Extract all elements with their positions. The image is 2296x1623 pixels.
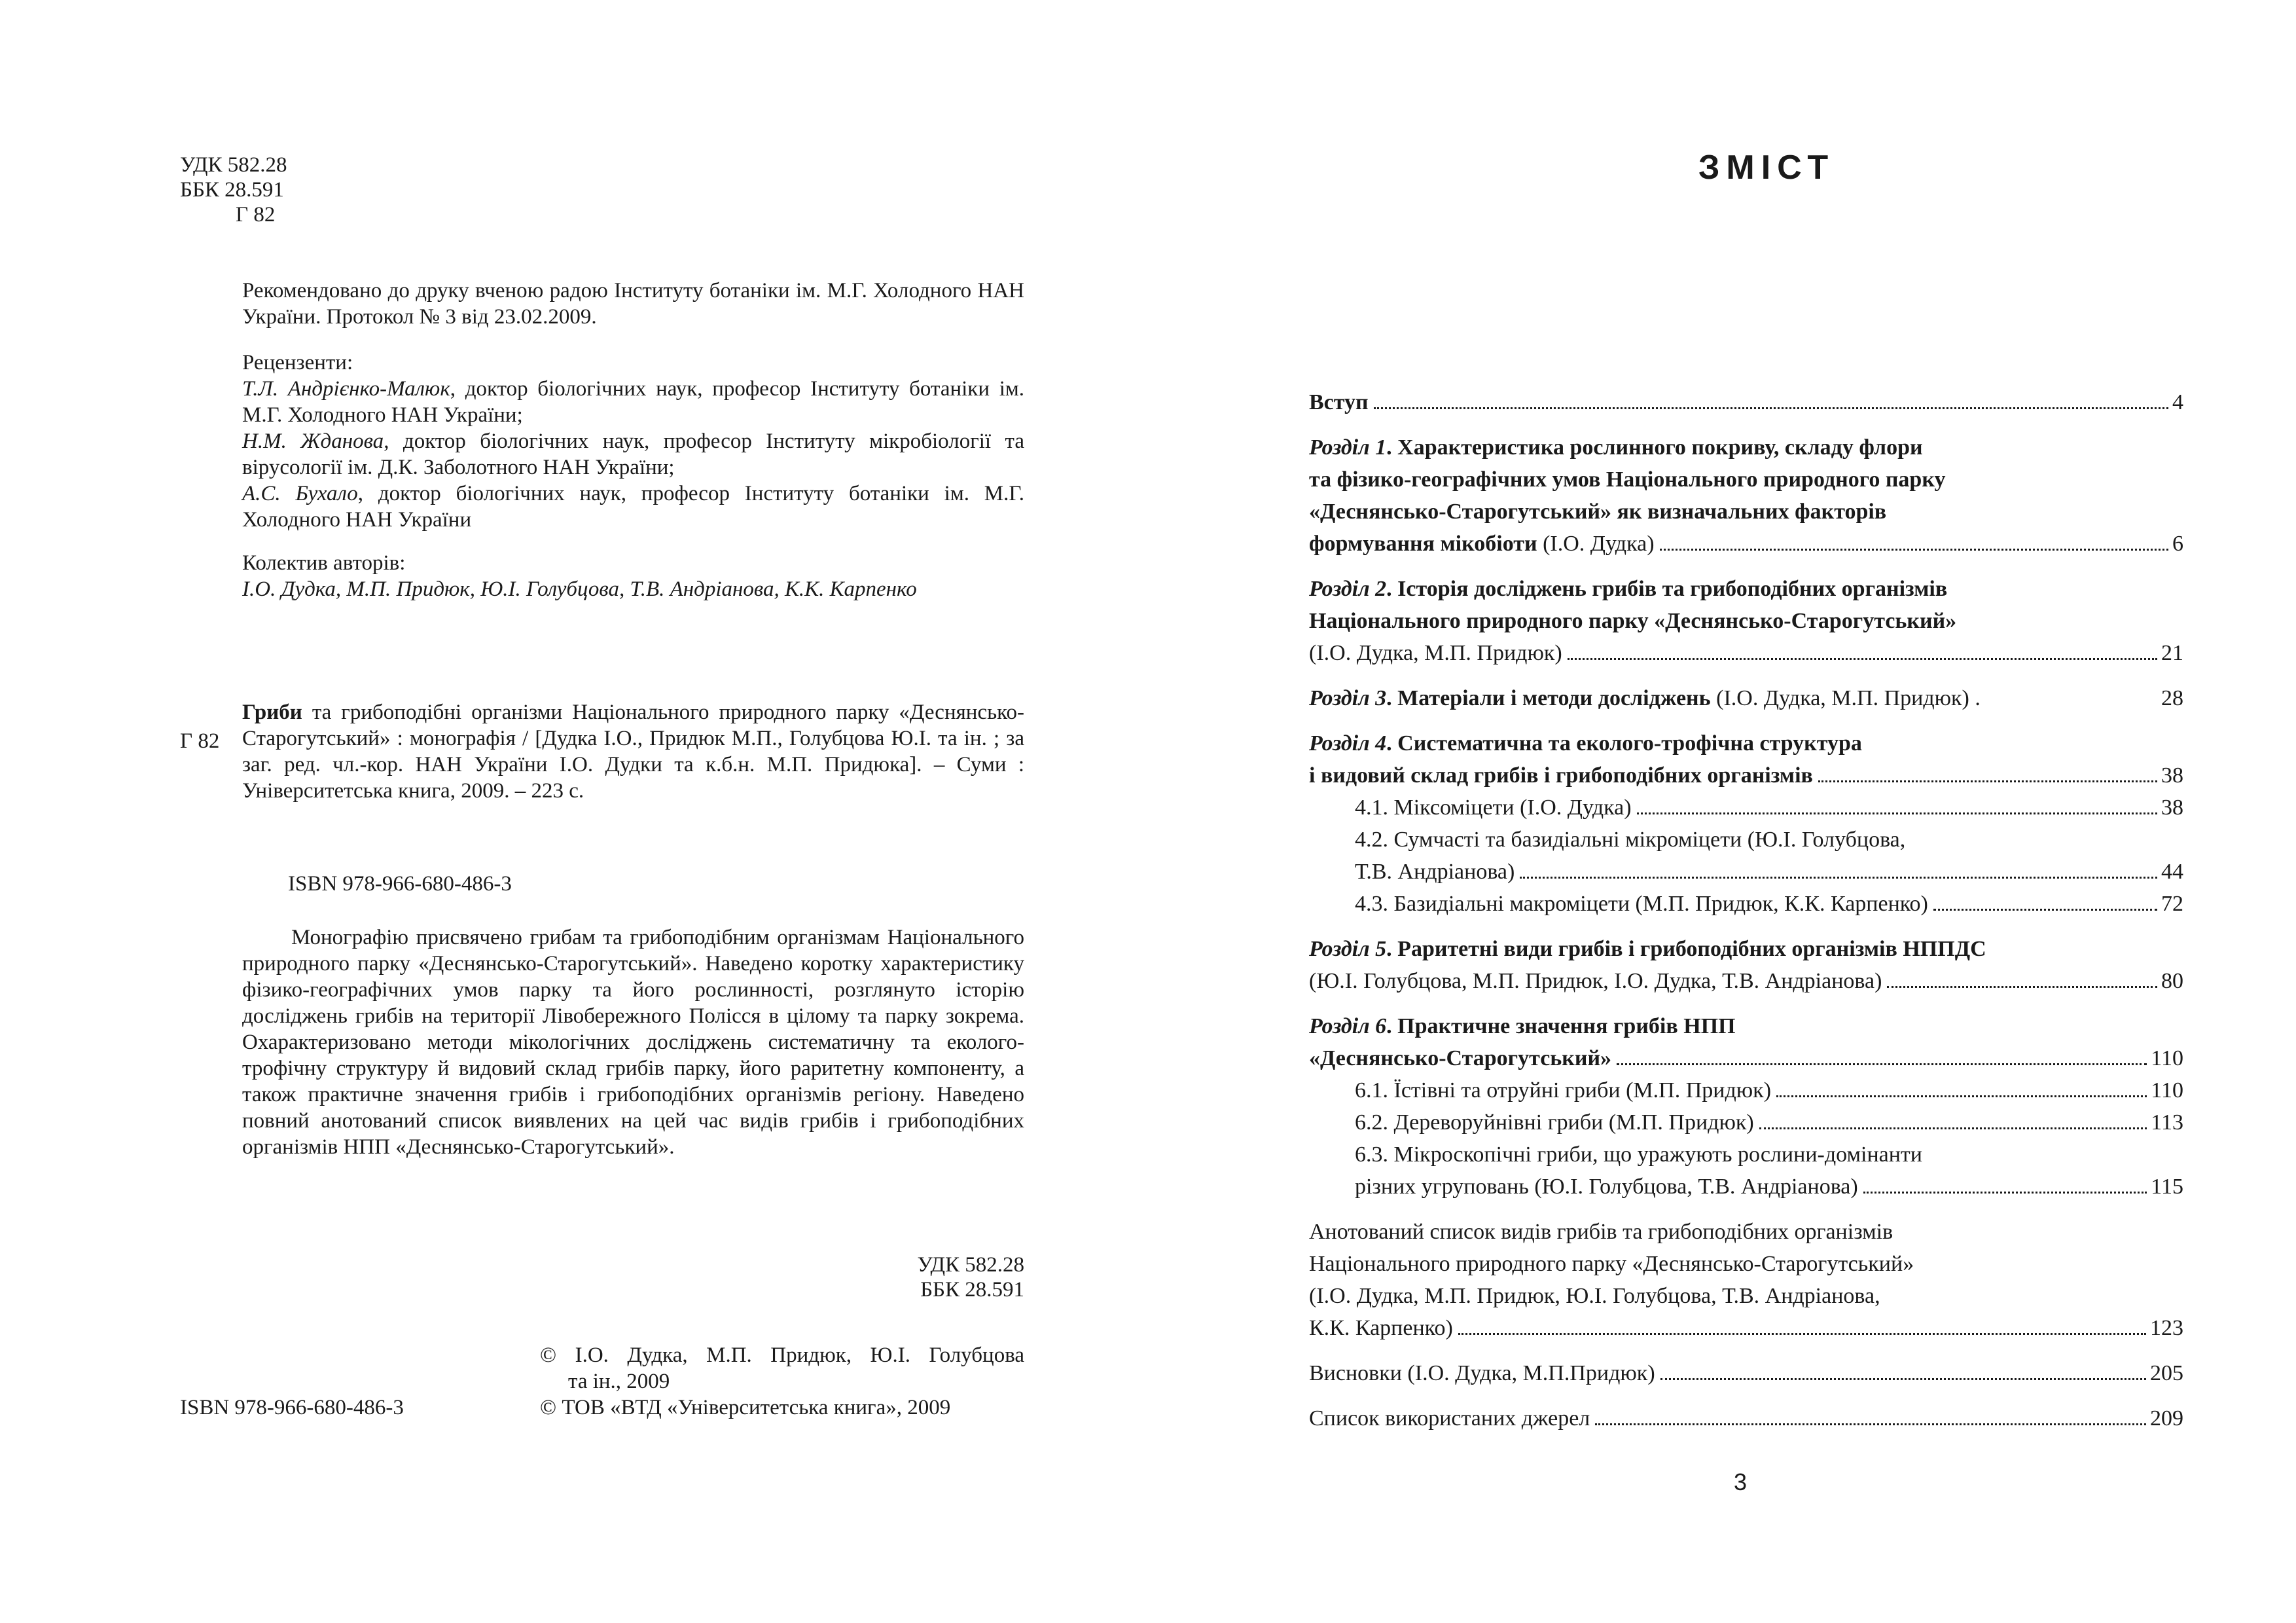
- bbk-code: ББК 28.591: [180, 178, 284, 202]
- reviewer-name: Н.М. Жданова: [242, 429, 384, 453]
- toc-page-number: 4: [2172, 390, 2183, 414]
- dot-leader: [1933, 909, 2157, 911]
- toc-page-number: 38: [2161, 763, 2183, 788]
- reviewer-item: [242, 481, 1024, 533]
- udk-code: УДК 582.28: [180, 153, 287, 177]
- chapter-title-line: «Деснянсько-Старогутський» як визначальних факторів: [1309, 500, 1887, 524]
- entry-title-line: К.К. Карпенко): [1309, 1316, 1453, 1340]
- toc-page-number: 110: [2151, 1046, 2183, 1070]
- reviewers-label: Рецензенти:: [242, 351, 353, 374]
- isbn-text: ISBN 978-966-680-486-3: [288, 872, 512, 896]
- chapter-title-line: «Деснянсько-Старогутський»: [1309, 1046, 1612, 1070]
- dot-leader: [1458, 1333, 2146, 1335]
- toc-entry-chapter-5[interactable]: [1309, 933, 2183, 997]
- chapter-authors: (Ю.І. Голубцова, М.П. Придюк, І.О. Дудка, Т.В. Андріанова): [1309, 969, 1882, 993]
- toc-entry-title: Вступ: [1309, 390, 1369, 414]
- reviewers-list: [242, 376, 1024, 533]
- chapter-title-line: . Систематична та еколого-трофічна структура: [1386, 731, 1862, 756]
- dot-leader: [1520, 877, 2157, 879]
- toc-page-number: 115: [2151, 1175, 2183, 1199]
- subsection-title: 6.2. Дереворуйнівні гриби (М.П. Придюк): [1355, 1110, 1754, 1135]
- toc-page-number: 28: [2161, 686, 2183, 710]
- toc-entry-chapter-1[interactable]: [1309, 431, 2183, 560]
- toc-subentry-cont[interactable]: [1309, 856, 2183, 888]
- subsection-title: 4.2. Сумчасті та базидіальні мікроміцети (Ю.І. Голубцова,: [1355, 828, 1906, 852]
- reviewer-desc: , доктор біологічних наук, професор Інституту мікробіології та вірусології ім. Д.К. Заболотного НАН України;: [242, 429, 1025, 479]
- chapter-label: Розділ 4: [1309, 731, 1387, 756]
- chapter-authors: (І.О. Дудка, М.П. Придюк): [1309, 641, 1562, 665]
- reviewer-desc: , доктор біологічних наук, професор Інституту ботаніки ім. М.Г. Холодного НАН України;: [242, 377, 1024, 427]
- dot-leader: [1660, 1378, 2146, 1380]
- toc-page-number: 80: [2161, 969, 2183, 993]
- chapter-label: Розділ 1: [1309, 435, 1387, 460]
- chapter-title-line: . Історія досліджень грибів та грибоподібних організмів: [1386, 577, 1948, 601]
- chapter-title-line: та фізико-географічних умов Національного природного парку: [1309, 467, 1946, 492]
- chapter-title-line: і видовий склад грибів і грибоподібних організмів: [1309, 763, 1813, 788]
- dot-leader: [1374, 407, 2168, 409]
- reviewer-desc: , доктор біологічних наук, професор Інституту ботаніки ім. М.Г. Холодного НАН України: [242, 482, 1024, 532]
- toc-page-number: 123: [2150, 1316, 2183, 1340]
- toc-subentry[interactable]: [1309, 824, 2183, 856]
- toc-subentry[interactable]: [1309, 888, 2183, 920]
- entry-title-line: (І.О. Дудка, М.П. Придюк, Ю.І. Голубцова, Т.В. Андріанова,: [1309, 1284, 1880, 1308]
- chapter-authors: (І.О. Дудка, М.П. Придюк) .: [1710, 686, 1981, 710]
- reviewer-item: [242, 376, 1024, 428]
- dot-leader: [1776, 1095, 2147, 1097]
- page-number: 3: [1733, 1468, 1748, 1495]
- chapter-title-line: . Матеріали і методи досліджень: [1386, 686, 1711, 710]
- biblio-title: Гриби: [242, 701, 302, 724]
- chapter-title-line: . Раритетні види грибів і грибоподібних організмів НППДС: [1386, 937, 1986, 961]
- toc-subentry-cont[interactable]: [1309, 1171, 2183, 1203]
- toc-page-number: 38: [2161, 795, 2183, 820]
- toc-page-number: 6: [2172, 532, 2183, 556]
- chapter-authors: (І.О. Дудка): [1537, 532, 1655, 556]
- biblio-description: та грибоподібні організми Національного природного парку «Деснянсько-Старогутський» : монографія / [Дудка І.О., Придюк М.П., Голубцова Ю.І. та ін. ; за заг. ред. чл.-кор. НАН України І.О. Дудки та к.б.н. М.П. Придюка]. – Суми : Університетська книга, 2009. – 223 с.: [242, 701, 1024, 803]
- chapter-label: Розділ 5: [1309, 937, 1387, 961]
- chapter-label: Розділ 6: [1309, 1014, 1387, 1038]
- dot-leader: [1637, 812, 2157, 814]
- copyright-authors: © І.О. Дудка, М.П. Придюк, Ю.І. Голубцова: [540, 1343, 1024, 1367]
- dot-leader: [1863, 1192, 2147, 1194]
- chapter-label: Розділ 2: [1309, 577, 1387, 601]
- subsection-title: 6.1. Їстівні та отруйні гриби (М.П. Придюк): [1355, 1078, 1772, 1103]
- chapter-label: Розділ 3: [1309, 686, 1387, 710]
- subsection-title: 6.3. Мікроскопічні гриби, що уражують рослини-домінанти: [1355, 1142, 1922, 1167]
- toc-entry-annotated-list[interactable]: [1309, 1216, 2183, 1344]
- toc-page-number: 209: [2150, 1406, 2183, 1431]
- toc-subentry[interactable]: [1309, 1074, 2183, 1106]
- page-title: ЗМІСТ: [1698, 149, 1835, 187]
- reviewer-name: А.С. Бухало: [242, 482, 358, 505]
- toc-subentry[interactable]: [1309, 1106, 2183, 1139]
- author-mark-side: Г 82: [180, 729, 220, 753]
- toc-entry-chapter-6[interactable]: [1309, 1010, 2183, 1203]
- chapter-title-line: . Практичне значення грибів НПП: [1386, 1014, 1736, 1038]
- copyright-authors-cont: та ін., 2009: [568, 1370, 670, 1393]
- authors-label: Колектив авторів:: [242, 551, 406, 575]
- dot-leader: [1617, 1063, 2147, 1065]
- abstract-text: Монографію присвячено грибам та грибоподібним організмам Національного природного парку «Деснянсько-Старогутський». Наведено коротку характеристику фізико-географічних умов парку та його рослинності, розглянуто історію досліджень грибів на території Лівобережного Полісся в цілому та парку зокрема. Охарактеризовано методи мікологічних досліджень систематичну та еколого-трофічну структуру й видовий склад грибів парку, його раритетну компоненту, а також практичне значення грибів і грибоподібних організмів регіону. Наведено повний анотований список виявлених на цей час видів грибів і грибоподібних організмів НПП «Деснянсько-Старогутський».: [242, 926, 1024, 1159]
- copyright-publisher: © ТОВ «ВТД «Університетська книга», 2009: [540, 1396, 951, 1419]
- subsection-title: різних угруповань (Ю.І. Голубцова, Т.В. Андріанова): [1355, 1175, 1858, 1199]
- toc-entry-title: Список використаних джерел: [1309, 1406, 1590, 1431]
- toc-page-number: 205: [2150, 1361, 2183, 1385]
- toc-subentry[interactable]: [1309, 1139, 2183, 1171]
- toc-page-number: 110: [2151, 1078, 2183, 1103]
- table-of-contents: [1309, 386, 2183, 1448]
- toc-page-number: 72: [2161, 892, 2183, 916]
- toc-page-number: 113: [2151, 1110, 2183, 1135]
- udk-bottom: УДК 582.28: [917, 1253, 1024, 1277]
- recommendation-text: Рекомендовано до друку вченою радою Інституту ботаніки ім. М.Г. Холодного НАН України. Протокол № 3 від 23.02.2009.: [242, 279, 1024, 329]
- toc-entry-title: Висновки (І.О. Дудка, М.П.Придюк): [1309, 1361, 1655, 1385]
- toc-entry-chapter-4[interactable]: [1309, 727, 2183, 920]
- subsection-title: Т.В. Андріанова): [1355, 860, 1515, 884]
- subsection-title: 4.1. Міксоміцети (І.О. Дудка): [1355, 795, 1632, 820]
- authors-list: І.О. Дудка, М.П. Придюк, Ю.І. Голубцова, Т.В. Андріанова, К.К. Карпенко: [242, 577, 917, 601]
- toc-entry-conclusions[interactable]: [1309, 1357, 2183, 1389]
- dot-leader: [1759, 1127, 2147, 1129]
- toc-page-number: 44: [2161, 860, 2183, 884]
- toc-entry-intro[interactable]: [1309, 386, 2183, 418]
- dot-leader: [1887, 986, 2157, 988]
- dot-leader: [1660, 549, 2168, 551]
- author-mark: Г 82: [236, 203, 276, 227]
- chapter-title-line: формування мікобіоти: [1309, 532, 1537, 556]
- entry-title-line: Національного природного парку «Деснянсько-Старогутський»: [1309, 1252, 1914, 1276]
- chapter-title-line: Національного природного парку «Деснянсько-Старогутський»: [1309, 609, 1957, 633]
- toc-page-number: 21: [2161, 641, 2183, 665]
- toc-entry-chapter-3[interactable]: [1309, 682, 2183, 714]
- toc-subentry[interactable]: [1309, 792, 2183, 824]
- dot-leader: [1818, 780, 2157, 782]
- bibliographic-record: [242, 699, 1024, 804]
- dot-leader: [1568, 658, 2157, 660]
- toc-entry-chapter-2[interactable]: [1309, 573, 2183, 669]
- chapter-title-line: . Характеристика рослинного покриву, складу флори: [1386, 435, 1923, 460]
- bbk-bottom: ББК 28.591: [920, 1278, 1024, 1302]
- subsection-title: 4.3. Базидіальні макроміцети (М.П. Придюк, К.К. Карпенко): [1355, 892, 1928, 916]
- dot-leader: [1595, 1423, 2146, 1425]
- reviewer-item: [242, 428, 1024, 481]
- isbn-bottom: ISBN 978-966-680-486-3: [180, 1396, 404, 1419]
- toc-entry-references[interactable]: [1309, 1402, 2183, 1434]
- entry-title-line: Анотований список видів грибів та грибоподібних організмів: [1309, 1220, 1893, 1244]
- reviewer-name: Т.Л. Андрієнко-Малюк: [242, 377, 450, 401]
